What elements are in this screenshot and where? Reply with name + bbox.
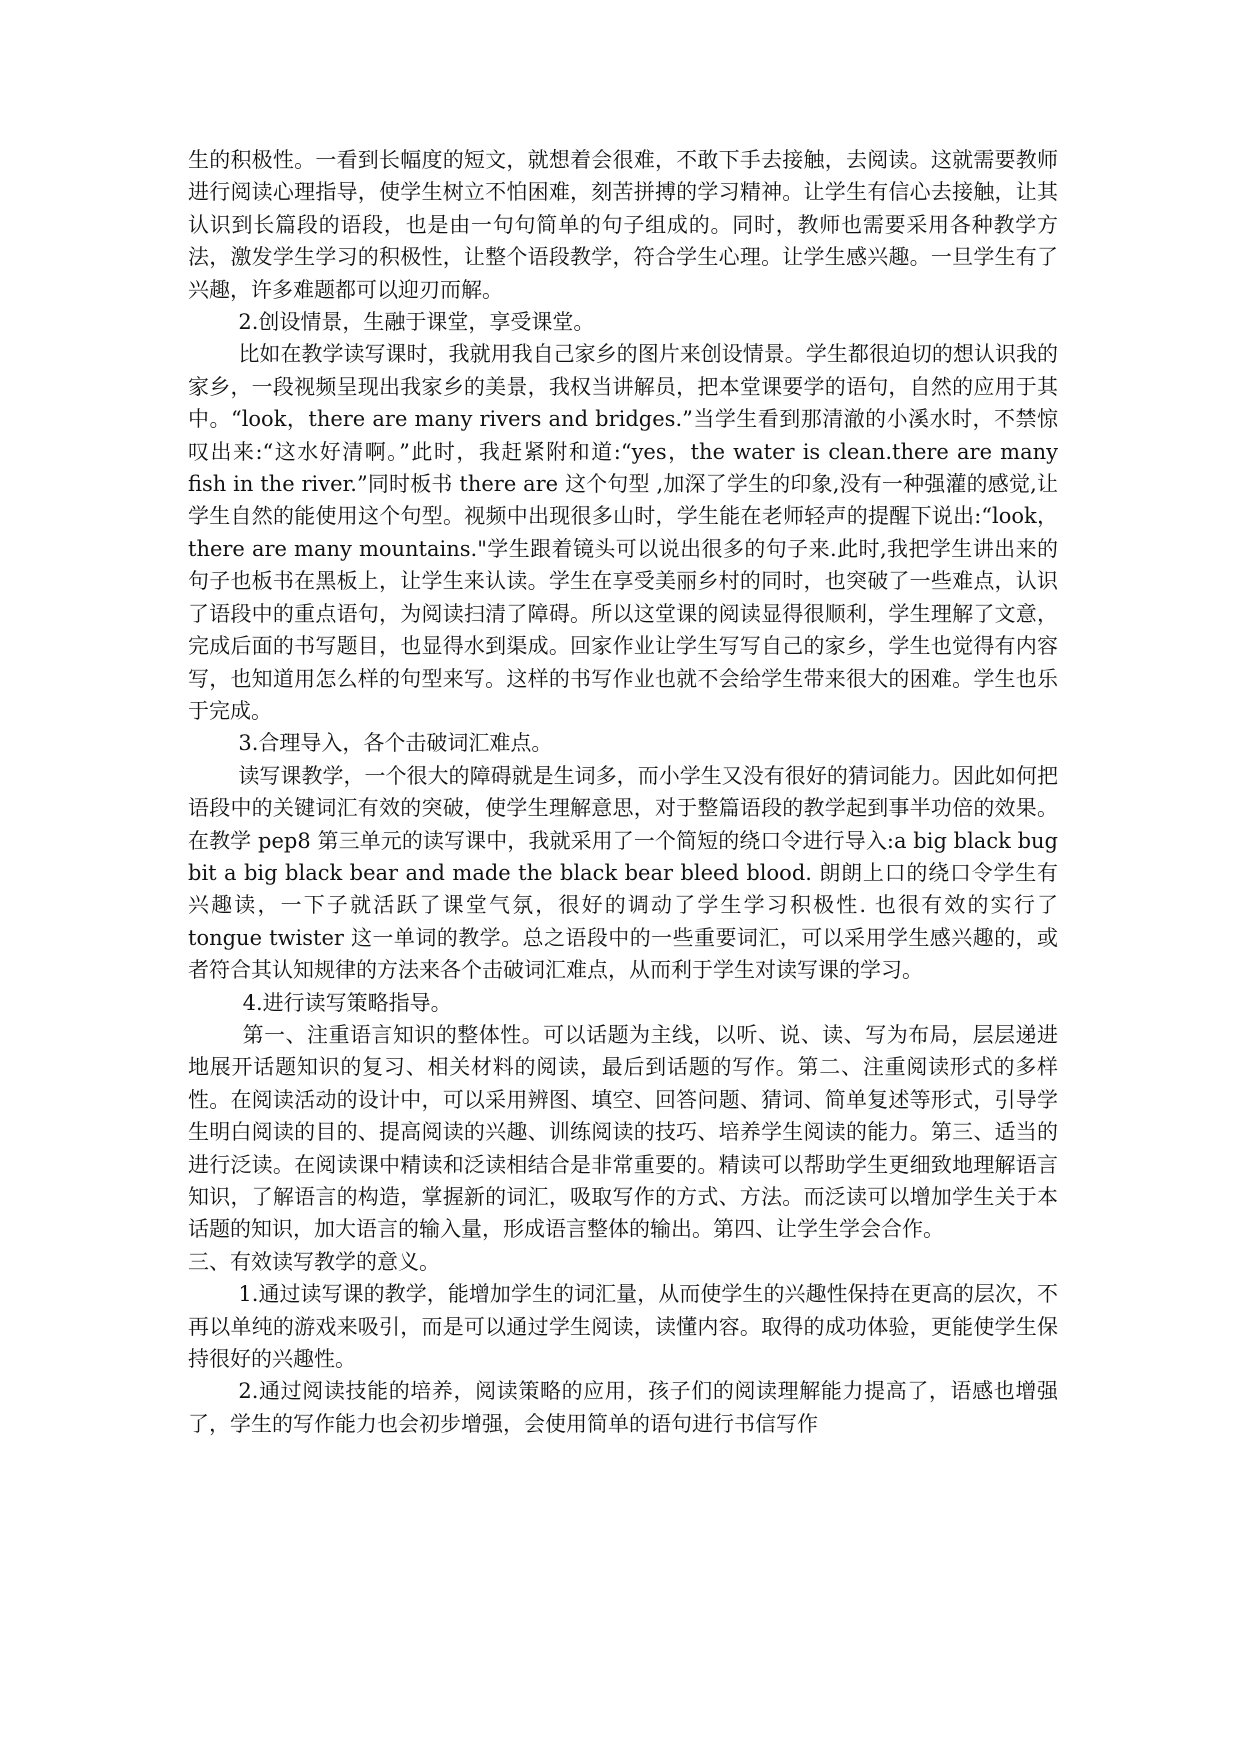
section-heading: 2.创设情景，生融于课堂，享受课堂。 xyxy=(238,310,595,335)
chapter-heading: 三、有效读写教学的意义。 xyxy=(188,1249,440,1274)
body-paragraph: 比如在教学读写课时，我就用我自己家乡的图片来创设情景。学生都很迫切的想认识我的家乡，一段视频呈现出我家乡的美景，我权当讲解员，把本堂课要学的语句，自然的应用于其中。“look，there are many rivers and bridges.”当学生看到那清澈的小溪水时，不禁惊叹出来:“这水好清啊。”此时，我赶紧附和道:“yes，the water is clean.there are many fish in the river.”同时板书 there are 这个句型 ,加深了学生的印象,没有一种强灌的感觉,让学生自然的能使用这个句型。视频中出现很多山时，学生能在老师轻声的提醒下说出:“look，there are many mountains."学生跟着镜头可以说出很多的句子来.此时,我把学生讲出来的句子也板书在黑板上，让学生来认读。学生在享受美丽乡村的同时，也突破了一些难点，认识了语段中的重点语句，为阅读扫清了障碍。所以这堂课的阅读显得很顺利，学生理解了文意，完成后面的书写题目，也显得水到渠成。回家作业让学生写写自己的家乡，学生也觉得有内容写，也知道用怎么样的句型来写。这样的书写作业也就不会给学生带来很大的困难。学生也乐于完成。 xyxy=(188,342,1058,723)
section-heading: 3.合理导入，各个击破词汇难点。 xyxy=(238,731,553,756)
section-heading: 4.进行读写策略指导。 xyxy=(242,990,452,1015)
body-paragraph: 2.通过阅读技能的培养，阅读策略的应用，孩子们的阅读理解能力提高了，语感也增强了，学生的写作能力也会初步增强，会使用简单的语句进行书信写作 xyxy=(188,1379,1058,1436)
document-page xyxy=(188,144,1058,1440)
body-paragraph: 第一、注重语言知识的整体性。可以话题为主线，以听、说、读、写为布局，层层递进地展开话题知识的复习、相关材料的阅读，最后到话题的写作。第二、注重阅读形式的多样性。在阅读活动的设计中，可以采用辨图、填空、回答问题、猜词、简单复述等形式，引导学生明白阅读的目的、提高阅读的兴趣、训练阅读的技巧、培养学生阅读的能力。第三、适当的进行泛读。在阅读课中精读和泛读相结合是非常重要的。精读可以帮助学生更细致地理解语言知识，了解语言的构造，掌握新的词汇，吸取写作的方式、方法。而泛读可以增加学生关于本话题的知识，加大语言的输入量，形成语言整体的输出。第四、让学生学会合作。 xyxy=(188,1022,1058,1242)
body-paragraph: 1.通过读写课的教学，能增加学生的词汇量，从而使学生的兴趣性保持在更高的层次，不再以单纯的游戏来吸引，而是可以通过学生阅读，读懂内容。取得的成功体验，更能使学生保持很好的兴趣性。 xyxy=(188,1282,1058,1372)
body-paragraph: 读写课教学，一个很大的障碍就是生词多，而小学生又没有很好的猜词能力。因此如何把语段中的关键词汇有效的突破，使学生理解意思，对于整篇语段的教学起到事半功倍的效果。在教学 pep8 第三单元的读写课中，我就采用了一个简短的绕口令进行导入:a big black bug bit a big black bear and made the black bear bleed blood. 朗朗上口的绕口令学生有兴趣读，一下子就活跃了课堂气氛，很好的调动了学生学习积极性. 也很有效的实行了 tongue twister 这一单词的教学。总之语段中的一些重要词汇，可以采用学生感兴趣的，或者符合其认知规律的方法来各个击破词汇难点，从而利于学生对读写课的学习。 xyxy=(188,763,1058,983)
body-paragraph: 生的积极性。一看到长幅度的短文，就想着会很难，不敢下手去接触，去阅读。这就需要教师进行阅读心理指导，使学生树立不怕困难，刻苦拼搏的学习精神。让学生有信心去接触，让其认识到长篇段的语段，也是由一句句简单的句子组成的。同时，教师也需要采用各种教学方法，激发学生学习的积极性，让整个语段教学，符合学生心理。让学生感兴趣。一旦学生有了兴趣，许多难题都可以迎刃而解。 xyxy=(188,148,1058,302)
